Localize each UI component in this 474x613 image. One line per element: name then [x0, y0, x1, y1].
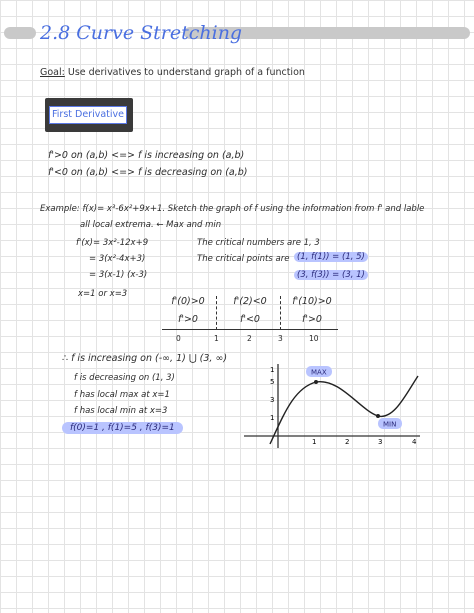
conclusion-local-max: f has local max at x=1 — [74, 390, 170, 400]
table-divider-1 — [216, 296, 217, 330]
graph-x-tick-2: 2 — [345, 438, 350, 446]
graph-y-tick-3: 3 — [270, 396, 275, 404]
derivative-line-2: = 3(x²-4x+3) — [89, 254, 146, 264]
conclusion-local-min: f has local min at x=3 — [74, 406, 168, 416]
graph-y-tick-7: 1 — [270, 366, 275, 374]
table-sign-3: f'>0 — [302, 314, 322, 325]
graph-x-tick-1: 1 — [312, 438, 317, 446]
conclusion-decreasing: f is decreasing on (1, 3) — [74, 373, 175, 383]
critical-numbers: The critical numbers are 1, 3 — [197, 238, 320, 248]
table-test-2: f'(2)<0 — [233, 296, 267, 307]
function-values: f(0)=1 , f(1)=5 , f(3)=1 — [62, 422, 183, 434]
table-divider-2 — [280, 296, 281, 330]
table-mark-0: 0 — [176, 334, 181, 343]
table-mark-2: 2 — [247, 334, 252, 343]
goal-line — [40, 67, 305, 78]
goal-text: Use derivatives to understand graph of a function — [67, 67, 305, 78]
page-title: 2.8 Curve Stretching — [40, 22, 243, 44]
max-label: MAX — [311, 368, 327, 377]
min-label: MIN — [383, 420, 397, 429]
rule-increasing: f'>0 on (a,b) <=> f is increasing on (a,b) — [48, 150, 245, 161]
section-box-label: First Derivative — [49, 106, 127, 124]
graph-y-tick-1: 1 — [270, 414, 275, 422]
table-mark-1: 1 — [214, 334, 219, 343]
rule-decreasing: f'<0 on (a,b) <=> f is decreasing on (a,b) — [48, 167, 248, 178]
table-test-3: f'(10)>0 — [292, 296, 332, 307]
table-mark-3: 3 — [278, 334, 283, 343]
critical-point-2: (3, f(3)) = (3, 1) — [294, 270, 368, 280]
critical-point-1: (1, f(1)) = (1, 5) — [294, 252, 368, 262]
graph-curve — [270, 376, 418, 444]
solutions: x=1 or x=3 — [78, 289, 128, 299]
min-point — [376, 414, 380, 418]
derivative-line-3: = 3(x-1) (x-3) — [89, 270, 148, 280]
conclusion-increasing: ∴ f is increasing on (-∞, 1) ⋃ (3, ∞) — [62, 353, 228, 364]
goal-label: Goal: — [40, 67, 65, 78]
example-line-1: Example: f(x)= x³-6x²+9x+1. Sketch the graph of f using the information from f' and lable — [40, 204, 425, 214]
graph-x-tick-4: 4 — [412, 438, 417, 446]
section-box — [45, 98, 133, 132]
derivative-line-1: f'(x)= 3x²-12x+9 — [76, 238, 149, 248]
max-point — [314, 380, 318, 384]
table-test-1: f'(0)>0 — [171, 296, 205, 307]
critical-points-label: The critical points are — [197, 254, 290, 264]
table-axis-line — [162, 329, 338, 330]
example-line-2: all local extrema. ← Max and min — [80, 220, 222, 230]
table-sign-2: f'<0 — [240, 314, 260, 325]
table-sign-1: f'>0 — [178, 314, 198, 325]
title-bar-left — [4, 27, 36, 39]
table-mark-10: 10 — [309, 334, 319, 343]
graph-y-tick-5: 5 — [270, 378, 275, 386]
function-graph — [244, 360, 424, 450]
graph-x-tick-3: 3 — [378, 438, 383, 446]
